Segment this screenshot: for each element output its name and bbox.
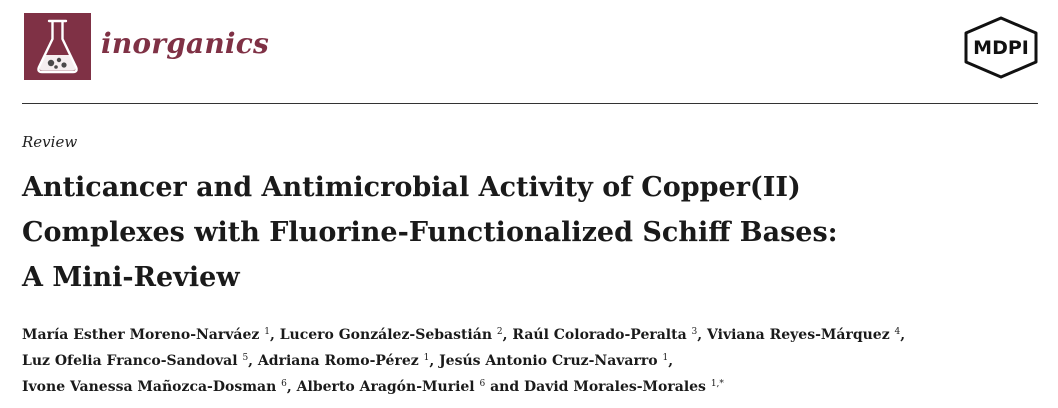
author-name: Adriana Romo-Pérez <box>257 353 419 369</box>
author-name: Raúl Colorado-Peralta <box>512 327 687 343</box>
affiliation-marker: 2 <box>496 327 503 337</box>
affiliation-marker: 6 <box>281 379 287 389</box>
publisher-name: MDPI <box>973 37 1029 59</box>
author-separator: and <box>485 379 525 395</box>
affiliation-marker: 1 <box>264 327 270 337</box>
affiliation-marker: 1 <box>423 353 430 363</box>
author-separator: , <box>900 327 906 343</box>
author-separator: , <box>697 327 708 343</box>
author-separator: , <box>429 353 440 369</box>
affiliation-marker: 4 <box>894 327 901 337</box>
article-type: Review <box>22 133 78 151</box>
author-separator: , <box>286 379 297 395</box>
author-list <box>22 322 1052 400</box>
author-name: Luz Ofelia Franco-Sandoval <box>22 353 238 369</box>
affiliation-marker: 6 <box>479 379 486 389</box>
publisher-logo <box>961 15 1041 79</box>
author-separator: , <box>502 327 513 343</box>
author-name: Ivone Vanessa Mañozca-Dosman <box>22 379 277 395</box>
affiliation-marker: 5 <box>242 353 249 363</box>
author-line <box>22 348 1052 374</box>
flask-icon <box>24 13 91 80</box>
title-line: Complexes with Fluorine-Functionalized Schiff Bases: <box>22 217 838 248</box>
author-separator: , <box>668 353 674 369</box>
journal-logo <box>24 13 91 80</box>
author-name: Jesús Antonio Cruz-Navarro <box>439 353 658 369</box>
author-name: David Morales-Morales <box>524 379 706 395</box>
title-line: Anticancer and Antimicrobial Activity of Copper(II) <box>22 172 801 203</box>
author-separator: , <box>248 353 258 369</box>
article-title <box>22 165 1022 300</box>
author-separator: , <box>269 327 280 343</box>
author-name: Lucero González-Sebastián <box>279 327 493 343</box>
header-divider <box>22 103 1038 104</box>
affiliation-marker: 1 <box>662 353 669 363</box>
journal-name: inorganics <box>101 27 269 60</box>
author-line <box>22 322 1052 348</box>
author-name: María Esther Moreno-Narváez <box>22 327 260 343</box>
affiliation-marker: 1,* <box>710 379 724 389</box>
title-line: A Mini-Review <box>22 262 240 293</box>
author-name: Alberto Aragón-Muriel <box>296 379 475 395</box>
author-line <box>22 374 1052 400</box>
affiliation-marker: 3 <box>691 327 698 337</box>
author-name: Viviana Reyes-Márquez <box>707 327 890 343</box>
mdpi-hexagon-logo <box>961 15 1041 79</box>
